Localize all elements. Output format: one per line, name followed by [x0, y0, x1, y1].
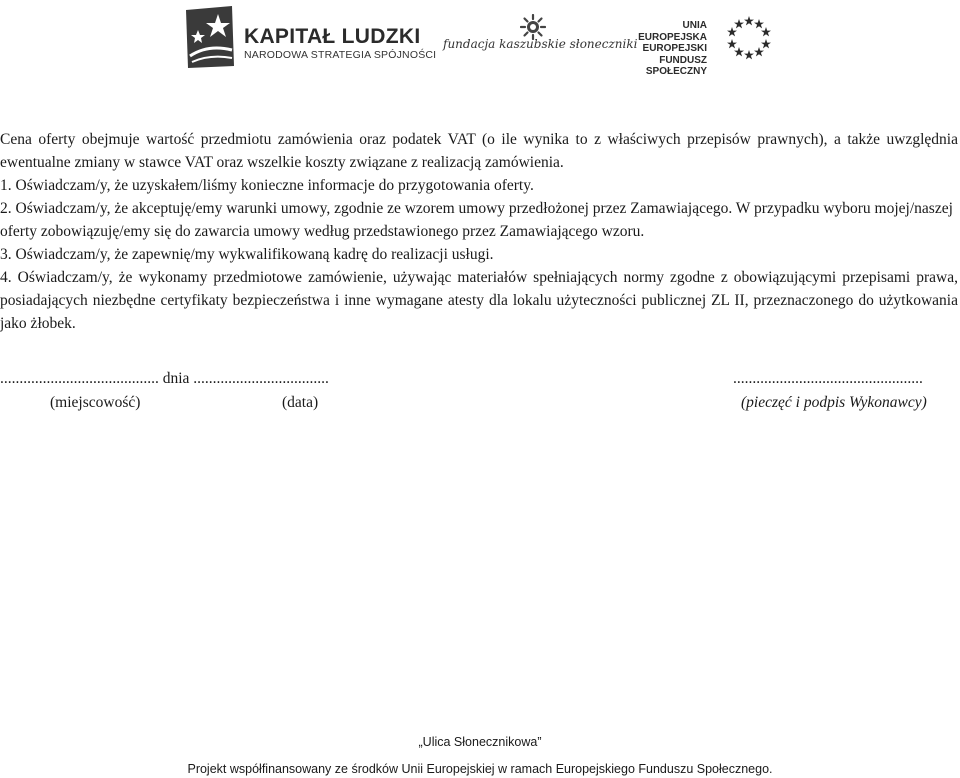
statement-number: 3.: [0, 246, 12, 263]
eu-line-1: UNIA EUROPEJSKA: [638, 20, 707, 43]
statement-number: 2.: [0, 200, 12, 217]
kapital-ludzki-title: KAPITAŁ LUDZKI: [244, 25, 421, 48]
statement-item-1: [0, 174, 958, 197]
signature-label: (pieczęć i podpis Wykonawcy): [741, 394, 927, 411]
document-body: [0, 128, 958, 335]
place-label: (miejscowość): [50, 394, 141, 411]
statement-text: Oświadczam/y, że wykonamy przedmiotowe zamówienie, używając materiałów spełniających normy zgodne z obowiązującymi przepisami prawa, posiadających niezbędne certyfikaty bezpieczeństwa i inne wymagane atesty dla lokalu użyteczności publicznej ZL II, przeznaczonego do użytkowania jako żłobek.: [0, 269, 959, 332]
eu-line-3: FUNDUSZ SPOŁECZNY: [645, 54, 707, 77]
statement-item-3: [0, 243, 958, 266]
eu-stars-icon: [726, 14, 772, 60]
statement-number: 4.: [0, 269, 12, 286]
kapital-ludzki-logo: [244, 26, 436, 61]
fundacja-logo-text: fundacja kaszubskie słoneczniki: [443, 37, 638, 51]
eu-line-2: EUROPEJSKI: [642, 43, 707, 54]
eu-fund-logo-text: [615, 20, 707, 78]
funding-note: Projekt współfinansowany ze środków Unii Europejskiej w ramach Europejskiego Funduszu Społecznego.: [187, 762, 773, 776]
kapital-ludzki-star-icon: [180, 4, 238, 70]
document-header: [0, 0, 960, 80]
signature-line: .................................................: [733, 370, 923, 387]
statement-text: Oświadczam/y, że uzyskałem/liśmy konieczne informacje do przygotowania oferty.: [15, 177, 534, 194]
place-date-line: ......................................... dnia ...................................: [0, 370, 329, 387]
project-name: „Ulica Słonecznikowa”: [418, 735, 542, 749]
statement-number: 1.: [0, 177, 12, 194]
statement-text: Oświadczam/y, że zapewnię/my wykwalifikowaną kadrę do realizacji usługi.: [15, 246, 494, 263]
intro-paragraph: Cena oferty obejmuje wartość przedmiotu zamówienia oraz podatek VAT (o ile wynika to z właściwych przepisów prawnych), a także uwzględnia ewentualne zmiany w stawce VAT oraz wszelkie koszty związane z realizacją zamówienia.: [0, 131, 958, 171]
signature-section: [0, 370, 960, 420]
statement-item-4: [0, 266, 958, 335]
statement-item-2: [0, 197, 958, 243]
statement-text: Oświadczam/y, że akceptuję/emy warunki umowy, zgodnie ze wzorem umowy przedłożonej przez Zamawiającego. W przypadku wyboru mojej/naszej oferty zobowiązuję/emy się do zawarcia umowy według przedstawionego przez Zamawiającego wzoru.: [0, 200, 953, 240]
date-label: (data): [282, 394, 319, 411]
kapital-ludzki-subtitle: NARODOWA STRATEGIA SPÓJNOŚCI: [244, 49, 437, 61]
